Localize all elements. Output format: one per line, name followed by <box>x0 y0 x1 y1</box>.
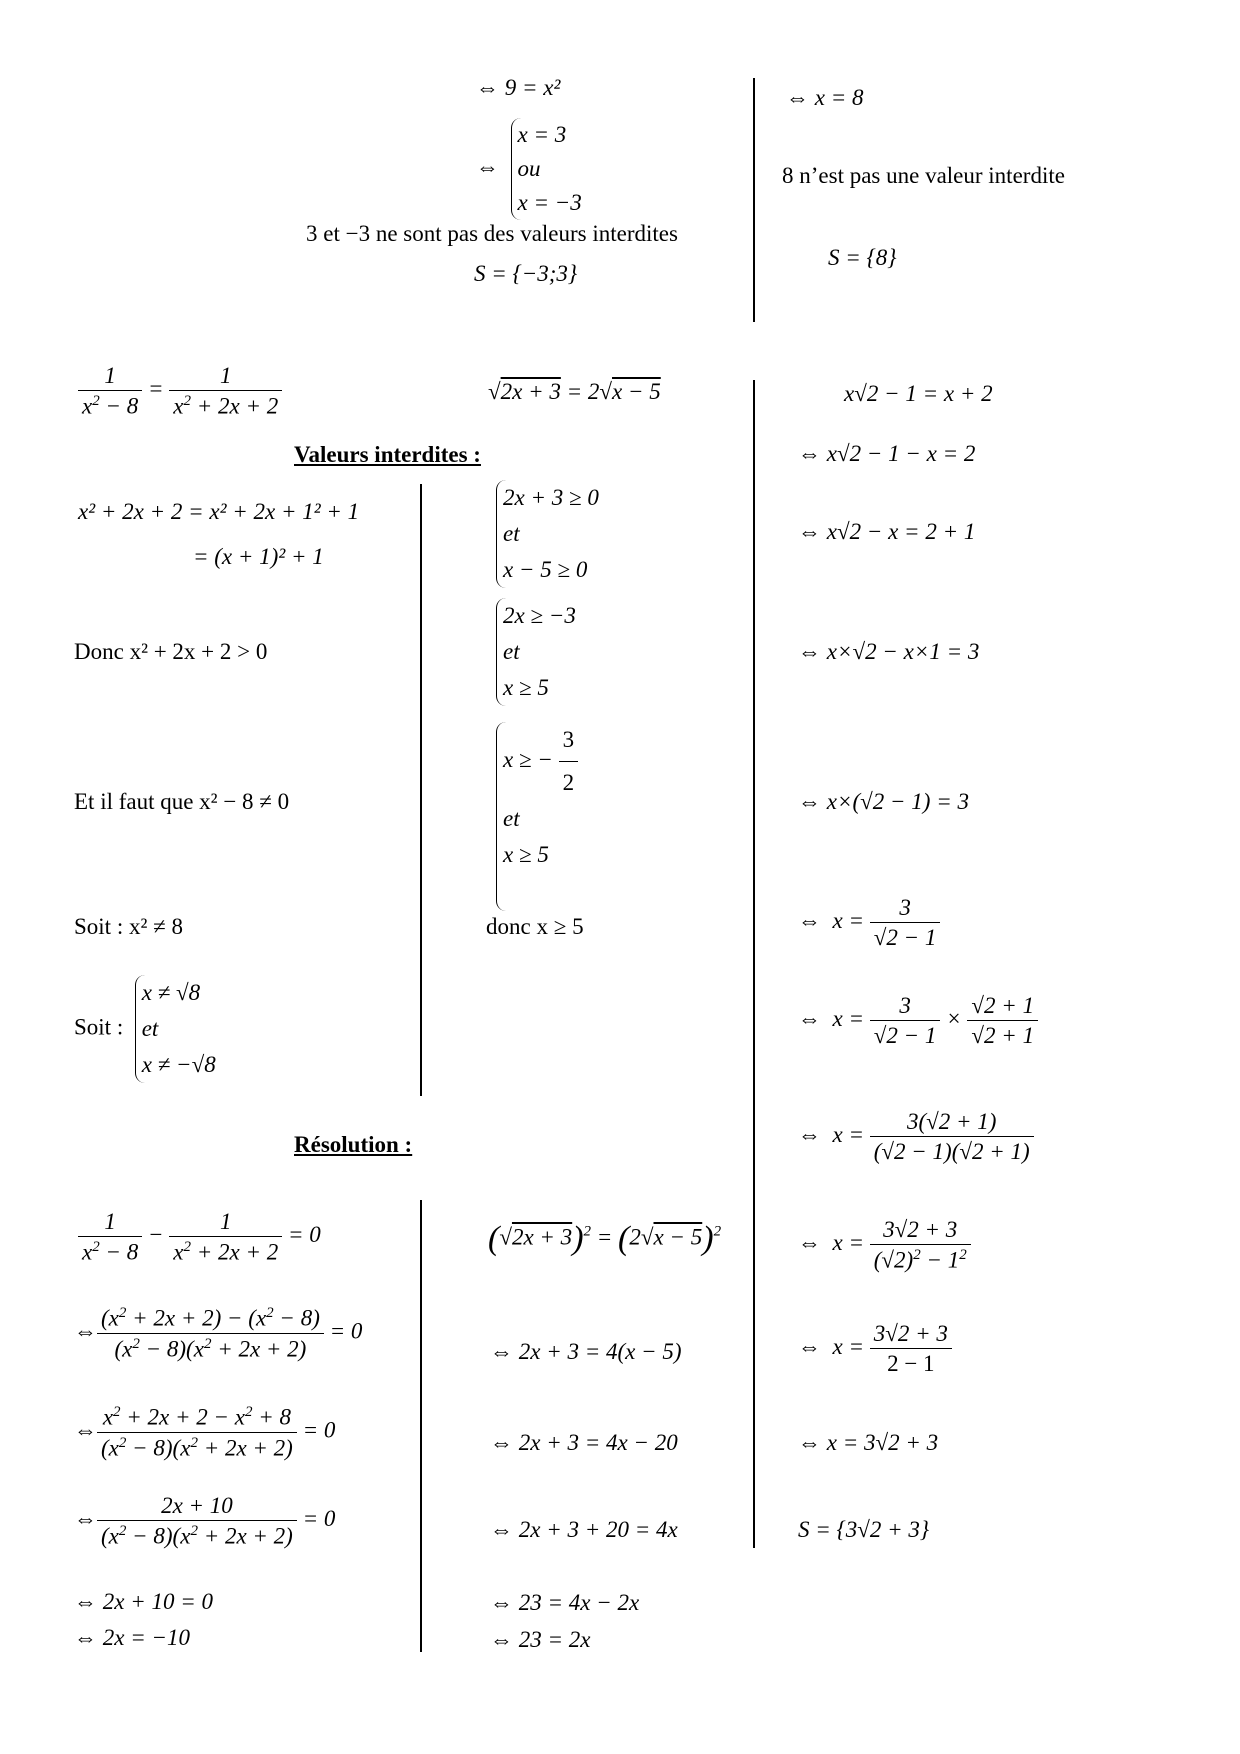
eq3-line1: ⇔ x√2 − 1 − x = 2 <box>798 441 976 466</box>
top-left-line1: ⇔ 9 = x² <box>476 75 561 100</box>
eq1-vi-line1: x² + 2x + 2 = x² + 2x + 1² + 1 <box>78 499 360 524</box>
top-left-case: ⇔ x = 3 ou x = −3 <box>476 118 582 220</box>
top-right-note: 8 n’est pas une valeur interdite <box>782 163 1065 188</box>
eq3-line10: ⇔ x = 3√2 + 3 <box>798 1430 939 1455</box>
eq2-res5: ⇔ 23 = 2x <box>490 1627 591 1652</box>
eq3-line9: ⇔ x = $\frac{3√2 + 3}{2 - 1}$ <box>798 1322 952 1375</box>
eq3-line6: ⇔ x = $\frac{3}{√2 - 1}$ × $\frac{√2 + 1}{√2 + 1}$ <box>798 994 1038 1047</box>
eq2-system1: 2x + 3 ≥ 0 et x − 5 ≥ 0 <box>496 480 599 588</box>
eq1-res-line2: ⇔ $\frac{(x^2 + 2x + 2) - (x^2 - 8)}{(x^2 - 8)(x^2 + 2x + 2)}$ = 0 <box>74 1305 363 1362</box>
eq2-statement: √2x + 3 = 2√x − 5 <box>488 379 661 404</box>
top-right-line1: ⇔ x = 8 <box>786 85 864 110</box>
eq1-divider-upper <box>420 484 422 1096</box>
eq3-line4: ⇔ x×(√2 − 1) = 3 <box>798 789 969 814</box>
eq1-donc: Donc x² + 2x + 2 > 0 <box>74 639 268 664</box>
eq3-line3: ⇔ x×√2 − x×1 = 3 <box>798 639 980 664</box>
eq1-res-line3: ⇔ $\frac{x^2 + 2x + 2 - x^2 + 8}{(x^2 - 8)(x^2 + 2x + 2)}$ = 0 <box>74 1404 336 1461</box>
eq3-solution: S = {3√2 + 3} <box>798 1517 930 1542</box>
eq1-il-faut: Et il faut que x² − 8 ≠ 0 <box>74 789 290 814</box>
eq1-vi-line2: = (x + 1)² + 1 <box>193 544 324 569</box>
top-left-note: 3 et −3 ne sont pas des valeurs interdites <box>306 221 678 246</box>
eq1-divider-lower <box>420 1200 422 1652</box>
eq1-soit1: Soit : x² ≠ 8 <box>74 914 183 939</box>
eq2-system3: x ≥ − $\frac{3}{2}$ et x ≥ 5 <box>496 722 578 911</box>
eq3-line2: ⇔ x√2 − x = 2 + 1 <box>798 519 976 544</box>
eq2-squared: $(√2x + 3)^2 = (2√x - 5)^2$ <box>488 1220 722 1257</box>
eq2-res2: ⇔ 2x + 3 = 4x − 20 <box>490 1430 678 1455</box>
eq2-res1: ⇔ 2x + 3 = 4(x − 5) <box>490 1339 682 1364</box>
eq3-line7: ⇔ x = $\frac{3(√2 + 1)}{(√2 - 1)(√2 + 1)}$ <box>798 1110 1034 1163</box>
resolution-heading: Résolution : <box>294 1132 413 1157</box>
eq1-res-line6: ⇔ 2x = −10 <box>74 1625 190 1650</box>
eq2-donc: donc x ≥ 5 <box>486 914 584 939</box>
top-divider <box>753 78 755 322</box>
eq1-statement: $\frac{1}{x^2 - 8}$ = $\frac{1}{x^2 + 2x + 2}$ <box>78 364 282 418</box>
eq1-res-line4: ⇔ $\frac{2x + 10}{(x^2 - 8)(x^2 + 2x + 2)}$ = 0 <box>74 1493 336 1549</box>
eq1-res-line5: ⇔ 2x + 10 = 0 <box>74 1589 213 1614</box>
top-right-solution: S = {8} <box>828 245 897 270</box>
eq2-divider <box>753 380 755 1548</box>
eq3-line8: ⇔ x = $\frac{3√2 + 3}{(√2)^2 - 1^2}$ <box>798 1218 971 1272</box>
eq3-line5: ⇔ x = $\frac{3}{√2 - 1}$ <box>798 896 940 949</box>
eq1-soit2: Soit : x ≠ √8 et x ≠ −√8 <box>74 975 216 1083</box>
eq3-statement: x√2 − 1 = x + 2 <box>844 381 993 406</box>
eq2-system2: 2x ≥ −3 et x ≥ 5 <box>496 598 576 706</box>
eq2-res3: ⇔ 2x + 3 + 20 = 4x <box>490 1517 678 1542</box>
valeurs-interdites-heading: Valeurs interdites : <box>294 442 481 467</box>
top-left-solution: S = {−3;3} <box>474 261 578 286</box>
eq2-res4: ⇔ 23 = 4x − 2x <box>490 1590 640 1615</box>
eq1-res-line1: $\frac{1}{x^2 - 8}$ − $\frac{1}{x^2 + 2x + 2}$ = 0 <box>78 1210 321 1264</box>
